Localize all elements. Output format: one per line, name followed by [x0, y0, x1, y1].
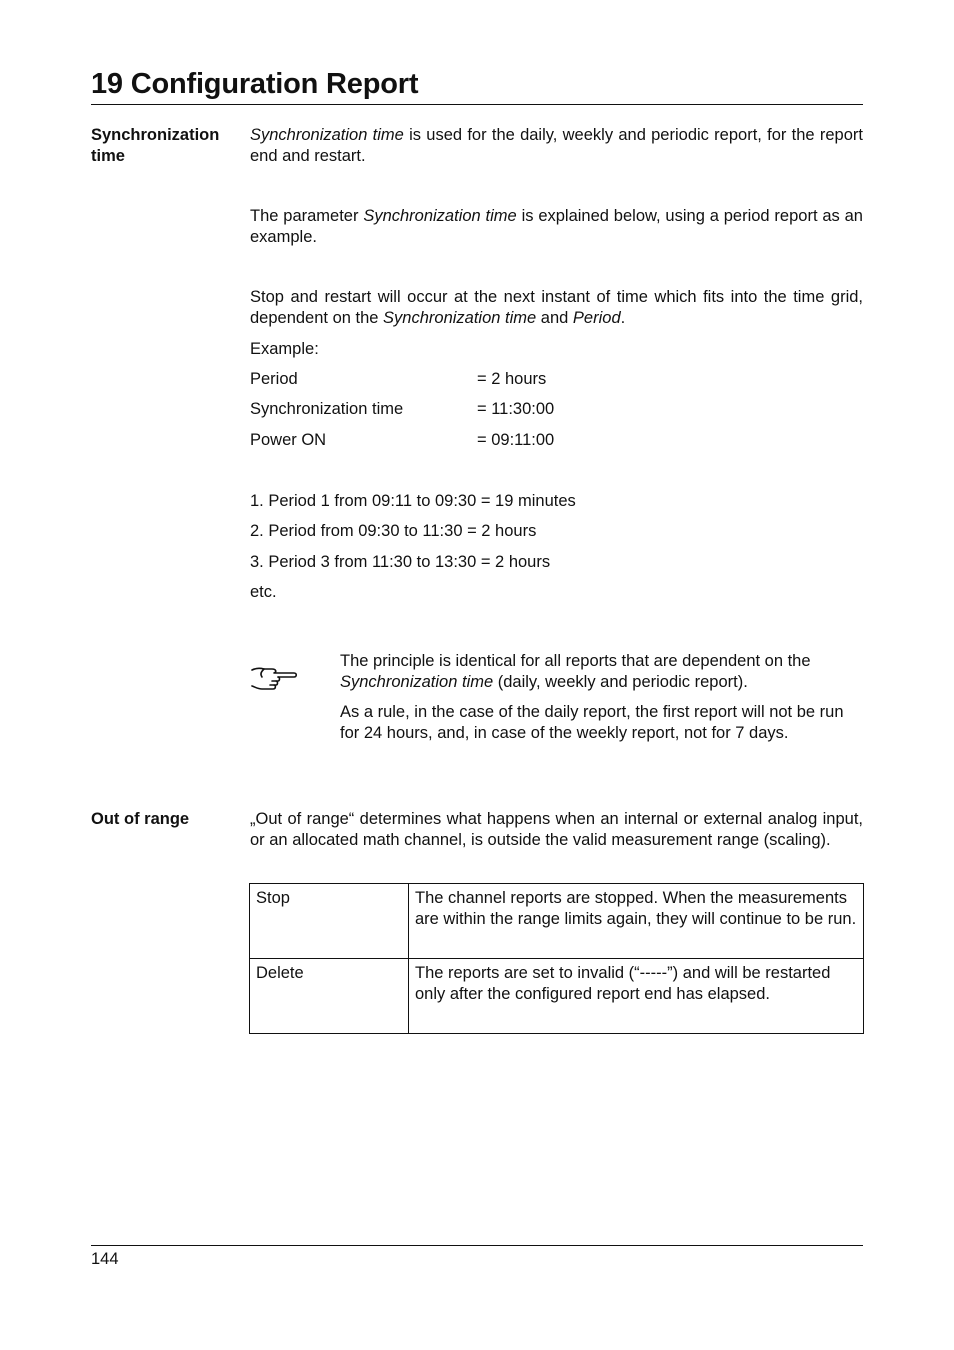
sync-label-line1: Synchronization: [91, 126, 220, 144]
note-p1-after: (daily, weekly and periodic report).: [493, 673, 748, 691]
sync-p2-before: The parameter: [250, 207, 364, 225]
out-of-range-table: [249, 883, 864, 1034]
sync-label-line2: time: [91, 147, 125, 165]
option-stop-description: The channel reports are stopped. When the measurements are within the range limits again, they will continue to be run.: [409, 884, 864, 959]
note-p1-before: The principle is identical for all reports that are dependent on the: [340, 652, 811, 670]
out-of-range-intro: „Out of range“ determines what happens when an internal or external analog input, or an allocated math channel, is outside the valid measurement range (scaling).: [250, 810, 863, 849]
option-delete-description: The reports are set to invalid (“-----”) and will be restarted only after the configured report end has elapsed.: [409, 959, 864, 1034]
steps-etc: etc.: [250, 583, 277, 601]
pointing-hand-icon: [250, 664, 298, 692]
chapter-title: 19 Configuration Report: [91, 68, 419, 100]
example-label: Example:: [250, 340, 319, 358]
example-key-period: Period: [250, 370, 298, 388]
sync-p3-term2: Period: [572, 309, 621, 327]
example-value-power-on: = 09:11:00: [477, 431, 555, 449]
example-value-period: = 2 hours: [477, 370, 547, 388]
page-number: 144: [91, 1250, 119, 1268]
sync-section-label: [91, 125, 219, 167]
step-2: 2. Period from 09:30 to 11:30 = 2 hours: [250, 522, 537, 540]
sync-p2-term: Synchronization time: [363, 207, 517, 225]
sync-p2-after: is explained below, using a period report as an example.: [250, 207, 863, 246]
note-p1-term: Synchronization time: [340, 673, 494, 691]
option-delete: Delete: [250, 959, 409, 1034]
note-paragraph-1: [340, 651, 863, 693]
sync-parameter-paragraph: [250, 206, 863, 248]
example-key-sync-time: Synchronization time: [250, 400, 404, 418]
sync-restart-paragraph: [250, 287, 863, 329]
sync-p3-before: Stop and restart will occur at the next instant of time which fits into the time grid, dependent on the: [250, 288, 863, 327]
sync-intro-paragraph: [250, 125, 863, 167]
sync-intro-text: is used for the daily, weekly and periodic report, for the report end and restart.: [250, 126, 863, 165]
step-3: 3. Period 3 from 11:30 to 13:30 = 2 hours: [250, 553, 551, 571]
note-paragraph-2: As a rule, in the case of the daily report, the first report will not be run for 24 hours, and, in case of the weekly report, not for 7 days.: [340, 703, 844, 742]
footer-rule: [91, 1245, 863, 1246]
example-key-power-on: Power ON: [250, 431, 327, 449]
step-1: 1. Period 1 from 09:11 to 09:30 = 19 minutes: [250, 492, 576, 510]
example-value-sync-time: = 11:30:00: [477, 400, 555, 418]
sync-p3-after: .: [620, 309, 626, 327]
table-row: [250, 959, 864, 1034]
sync-term: Synchronization time: [250, 126, 404, 144]
sync-p3-term1: Synchronization time: [383, 309, 537, 327]
option-stop: Stop: [250, 884, 409, 959]
sync-p3-middle: and: [536, 309, 573, 327]
table-row: [250, 884, 864, 959]
out-of-range-label: Out of range: [91, 810, 190, 828]
header-rule: [91, 104, 863, 105]
